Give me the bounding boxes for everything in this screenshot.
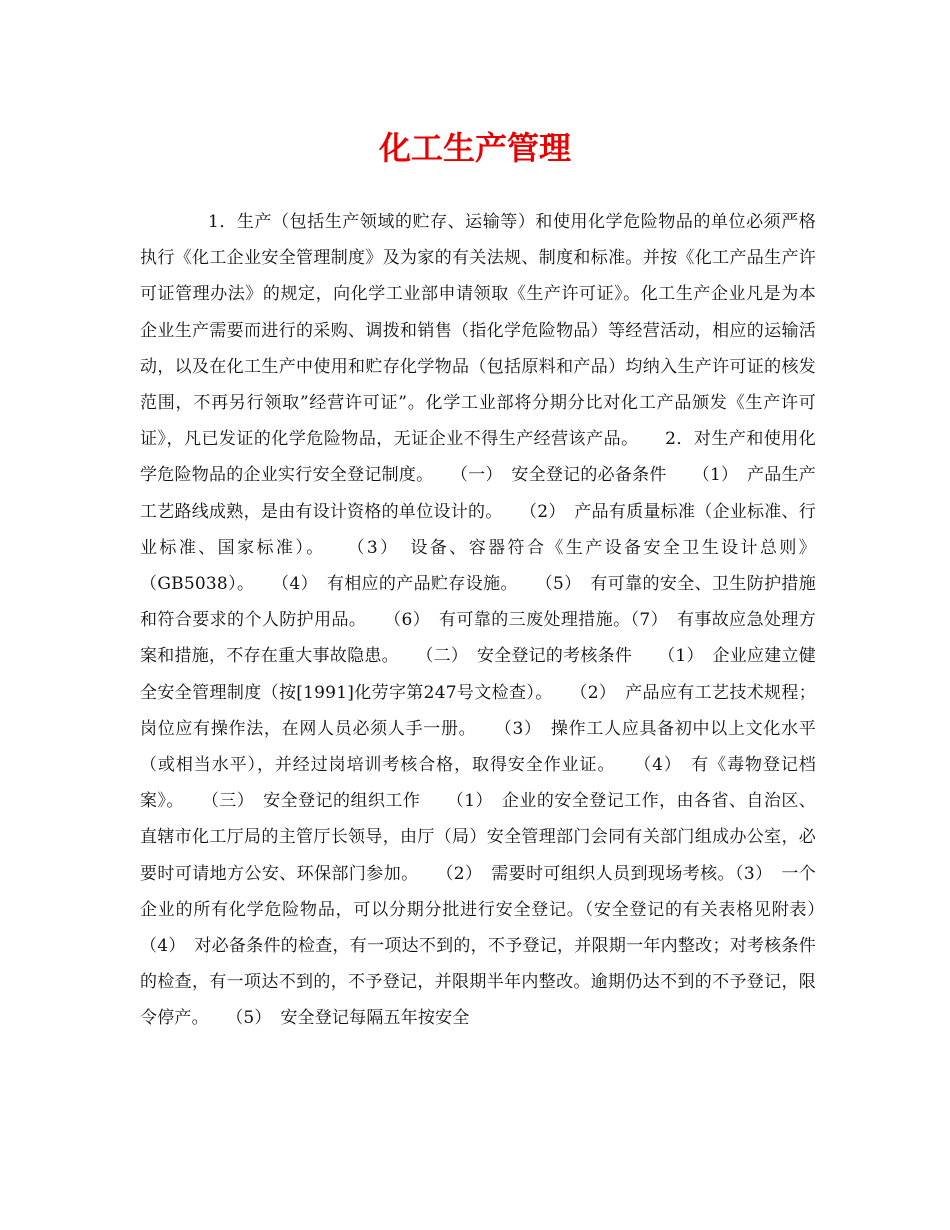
document-title: 化工生产管理 [378,129,571,167]
document-body-paragraph: 1．生产（包括生产领域的贮存、运输等）和使用化学危险物品的单位必须严格执行《化工企业安全管理制度》及为家的有关法规、制度和标准。并按《化工产品生产许可证管理办法》的规定，向化学工业部申请领取《生产许可证》。化工生产企业凡是为本企业生产需要而进行的采购、调拨和销售（指化学危险物品）等经营活动，相应的运输活动，以及在化工生产中使用和贮存化学物品（包括原料和产品）均纳入生产许可证的核发范围，不再另行领取”经营许可证”。化学工业部将分期分比对化工产品颁发《生产许可证》，凡已发证的化学危险物品，无证企业不得生产经营该产品。 2．对生产和使用化学危险物品的企业实行安全登记制度。 （一） 安全登记的必备条件 （1） 产品生产工艺路线成熟，是由有设计资格的单位设计的。 （2） 产品有质量标准（企业标准、行业标准、国家标准）。 （3） 设备、容器符合《生产设备安全卫生设计总则》（GB5038）。 （4） 有相应的产品贮存设施。 （5） 有可靠的安全、卫生防护措施和符合要求的个人防护用品。 （6） 有可靠的三废处理措施。（7） 有事故应急处理方案和措施，不存在重大事故隐患。 （二） 安全登记的考核条件 （1） 企业应建立健全安全管理制度（按[1991]化劳字第247号文检查）。 （2） 产品应有工艺技术规程；岗位应有操作法，在网人员必须人手一册。 （3） 操作工人应具备初中以上文化水平（或相当水平），并经过岗培训考核合格，取得安全作业证。 （4） 有《毒物登记档案》。 （三） 安全登记的组织工作 （1） 企业的安全登记工作，由各省、自治区、直辖市化工厅局的主管厅长领导，由厅（局）安全管理部门会同有关部门组成办公室，必要时可请地方公安、环保部门参加。 （2） 需要时可组织人员到现场考核。（3） 一个企业的所有化学危险物品，可以分期分批进行安全登记。（安全登记的有关表格见附表） （4） 对必备条件的检查，有一项达不到的，不予登记，并限期一年内整改；对考核条件的检查，有一项达不到的，不予登记，并限期半年内整改。逾期仍达不到的不予登记，限令停产。 （5） 安全登记每隔五年按安全 [140,212,851,1029]
